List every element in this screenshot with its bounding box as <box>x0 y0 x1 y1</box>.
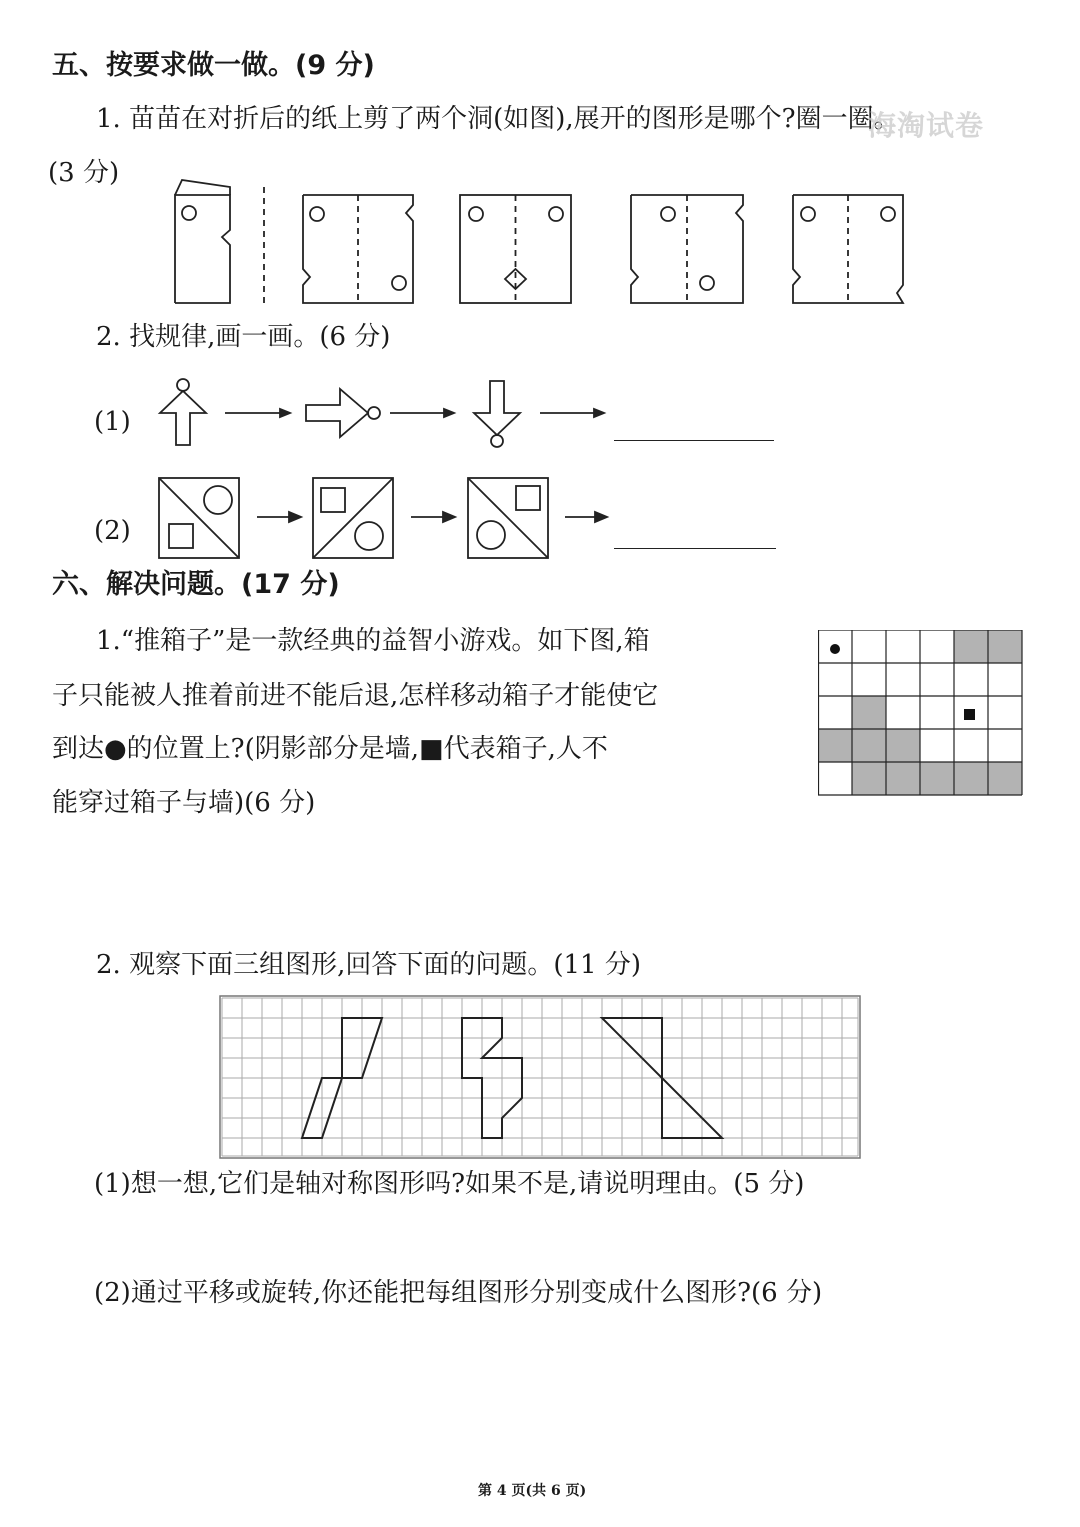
option-c-shape <box>631 195 743 303</box>
question-1-text: 1. 苗苗在对折后的纸上剪了两个洞(如图),展开的图形是哪个?圈一圈。 <box>96 104 900 134</box>
box-puzzle-text-line-4: 能穿过箱子与墙)(6 分) <box>52 788 316 818</box>
shapes-grid <box>218 992 862 1160</box>
option-a-shape <box>303 195 413 303</box>
box-puzzle-text-line-2: 子只能被人推着前进不能后退,怎样移动箱子才能使它 <box>52 681 659 711</box>
question-6-2-title: 2. 观察下面三组图形,回答下面的问题。(11 分) <box>96 950 641 980</box>
page-footer: 第 4 页(共 6 页) <box>478 1483 587 1499</box>
square-figure-1 <box>159 478 239 558</box>
subquestion-2: (2)通过平移或旋转,你还能把每组图形分别变成什么图形?(6 分) <box>94 1278 823 1308</box>
box-puzzle-text-line-1: 1.“推箱子”是一款经典的益智小游戏。如下图,箱 <box>96 626 650 656</box>
subquestion-1: (1)想一想,它们是轴对称图形吗?如果不是,请说明理由。(5 分) <box>94 1169 805 1199</box>
target-dot <box>830 644 840 654</box>
arrow-down-figure <box>474 381 520 447</box>
section-6-title: 六、解决问题。(17 分) <box>52 569 340 600</box>
question-1-score: (3 分) <box>48 158 120 188</box>
pattern-row-1 <box>150 375 620 455</box>
pattern-row-2 <box>155 472 615 564</box>
option-d-shape <box>793 195 903 303</box>
folded-paper-figures <box>160 175 920 310</box>
arrow-up-figure <box>160 379 206 445</box>
square-figure-2 <box>313 478 393 558</box>
arrow-right-figure <box>306 389 380 437</box>
pattern-2-label: (2) <box>94 516 131 546</box>
option-b-shape <box>460 195 571 303</box>
push-box-grid <box>818 630 1023 796</box>
question-2-title: 2. 找规律,画一画。(6 分) <box>96 322 391 352</box>
box-square <box>964 709 975 720</box>
answer-line-2[interactable] <box>614 548 776 549</box>
square-figure-3 <box>468 478 548 558</box>
folded-paper-original <box>175 180 264 303</box>
answer-line-1[interactable] <box>614 440 774 441</box>
pattern-1-label: (1) <box>94 407 131 437</box>
watermark: 海淘试卷 <box>868 109 985 142</box>
box-puzzle-text-line-3: 到达●的位置上?(阴影部分是墙,■代表箱子,人不 <box>52 734 608 764</box>
section-5-title: 五、按要求做一做。(9 分) <box>52 50 375 81</box>
